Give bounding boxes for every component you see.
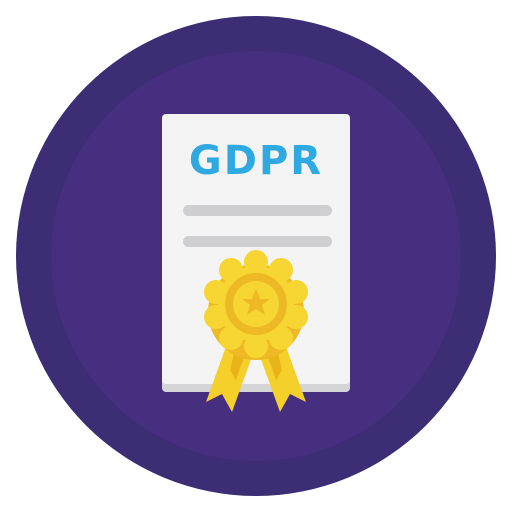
document-text-line bbox=[183, 236, 332, 247]
document-text-line bbox=[183, 205, 332, 216]
document-title: GDPR bbox=[188, 138, 324, 184]
